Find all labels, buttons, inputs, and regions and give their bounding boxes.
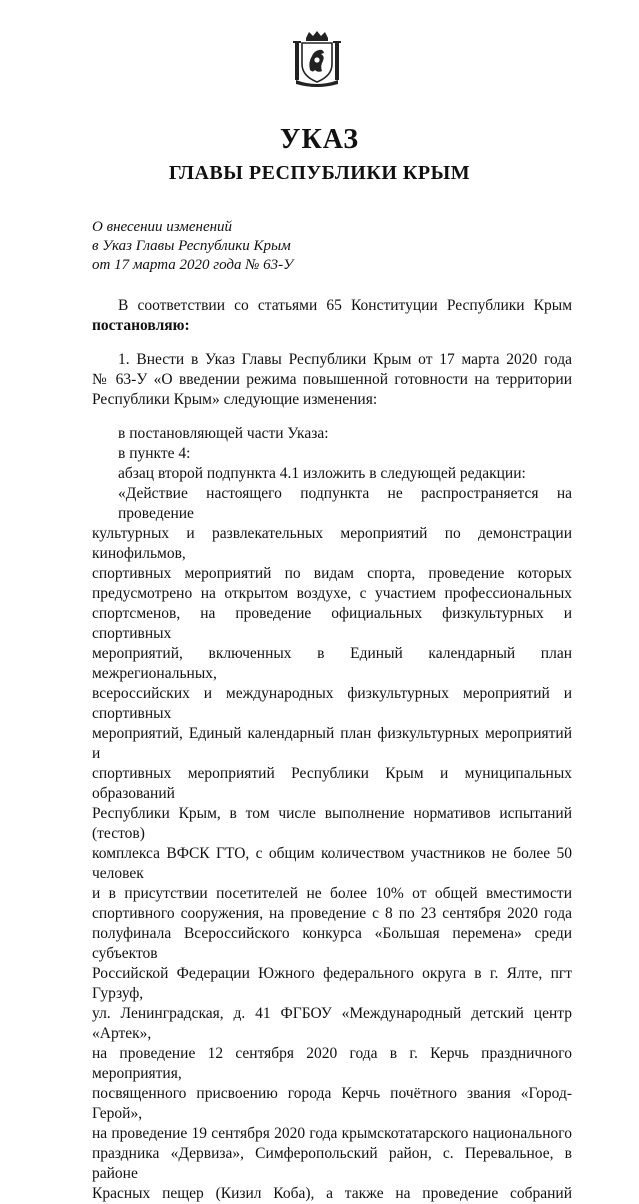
crimea-coat-of-arms-icon bbox=[292, 30, 342, 88]
document-title: УКАЗ bbox=[279, 124, 360, 155]
amendment-text-line: Республики Крым, в том числе выполнение нормативов испытаний (тестов) bbox=[92, 805, 572, 842]
point-1-paragraph bbox=[92, 350, 572, 410]
amendment-text-line: комплекса ВФСК ГТО, с общим количеством участников не более 50 человек bbox=[92, 845, 572, 882]
decree-word: постановляю: bbox=[92, 317, 190, 334]
intro-paragraph bbox=[92, 296, 572, 336]
amendment-line: в пункте 4: bbox=[118, 445, 191, 462]
amendment-text-line: полуфинала Всероссийского конкурса «Большая перемена» среди субъектов bbox=[92, 925, 572, 962]
amendment-line: в постановляющей части Указа: bbox=[118, 425, 329, 442]
amendment-text-line: на проведение 12 сентября 2020 года в г. Керчь праздничного мероприятия, bbox=[92, 1045, 572, 1082]
point-1-line: Республики Крым» следующие изменения: bbox=[92, 391, 378, 408]
intro-line: В соответствии со статьями 65 Конституции Республики Крым bbox=[118, 297, 572, 314]
amendment-text-line: предусмотрено на открытом воздухе, с участием профессиональных bbox=[92, 585, 572, 602]
amendment-text-line: посвященного присвоению города Керчь почётного звания «Город-Герой», bbox=[92, 1085, 572, 1122]
amendment-line: абзац второй подпункта 4.1 изложить в следующей редакции: bbox=[118, 465, 526, 482]
amendment-text-line: всероссийских и международных физкультурных мероприятий и спортивных bbox=[92, 685, 572, 722]
amendment-text-line: мероприятий, Единый календарный план физкультурных мероприятий и bbox=[92, 725, 572, 762]
amendment-text-line: спортсменов, на проведение официальных физкультурных и спортивных bbox=[92, 605, 572, 642]
amendment-text-line: культурных и развлекательных мероприятий по демонстрации кинофильмов, bbox=[92, 525, 572, 562]
subject-line: от 17 марта 2020 года № 63-У bbox=[92, 257, 294, 273]
subject-line: в Указ Главы Республики Крым bbox=[92, 238, 291, 254]
amendment-text-line: мероприятий, включенных в Единый календарный план межрегиональных, bbox=[92, 645, 572, 682]
document-subtitle: ГЛАВЫ РЕСПУБЛИКИ КРЫМ bbox=[168, 162, 471, 184]
amendment-text-line: спортивного сооружения, на проведение с 8 по 23 сентября 2020 года bbox=[92, 905, 572, 922]
point-1-line: 1. Внести в Указ Главы Республики Крым от 17 марта 2020 года bbox=[118, 351, 572, 368]
amendment-text-line: спортивных мероприятий по видам спорта, проведение которых bbox=[92, 565, 572, 582]
amendment-text-line: Российской Федерации Южного федерального округа в г. Ялте, пгт Гурзуф, bbox=[92, 965, 572, 1002]
amendment-text-line: ул. Ленинградская, д. 41 ФГБОУ «Международный детский центр «Артек», bbox=[92, 1005, 572, 1042]
amendment-text-line: спортивных мероприятий Республики Крым и муниципальных образований bbox=[92, 765, 572, 802]
point-1-line: № 63-У «О введении режима повышенной готовности на территории bbox=[92, 371, 572, 388]
amendment-text-line: праздника «Дервиза», Симферопольский район, с. Перевальное, в районе bbox=[92, 1145, 572, 1182]
amendment-text-line: «Действие настоящего подпункта не распространяется на проведение bbox=[118, 485, 572, 522]
amendment-text-line: Красных пещер (Кизил Коба), а также на проведение собраний bbox=[92, 1185, 572, 1202]
amendment-block bbox=[92, 424, 572, 1204]
amendment-text-line: на проведение 19 сентября 2020 года крымскотатарского национального bbox=[92, 1125, 572, 1142]
amendment-text-line: и в присутствии посетителей не более 10% от общей вместимости bbox=[92, 885, 572, 902]
subject-line: О внесении изменений bbox=[92, 219, 233, 235]
document-subject bbox=[92, 218, 293, 275]
